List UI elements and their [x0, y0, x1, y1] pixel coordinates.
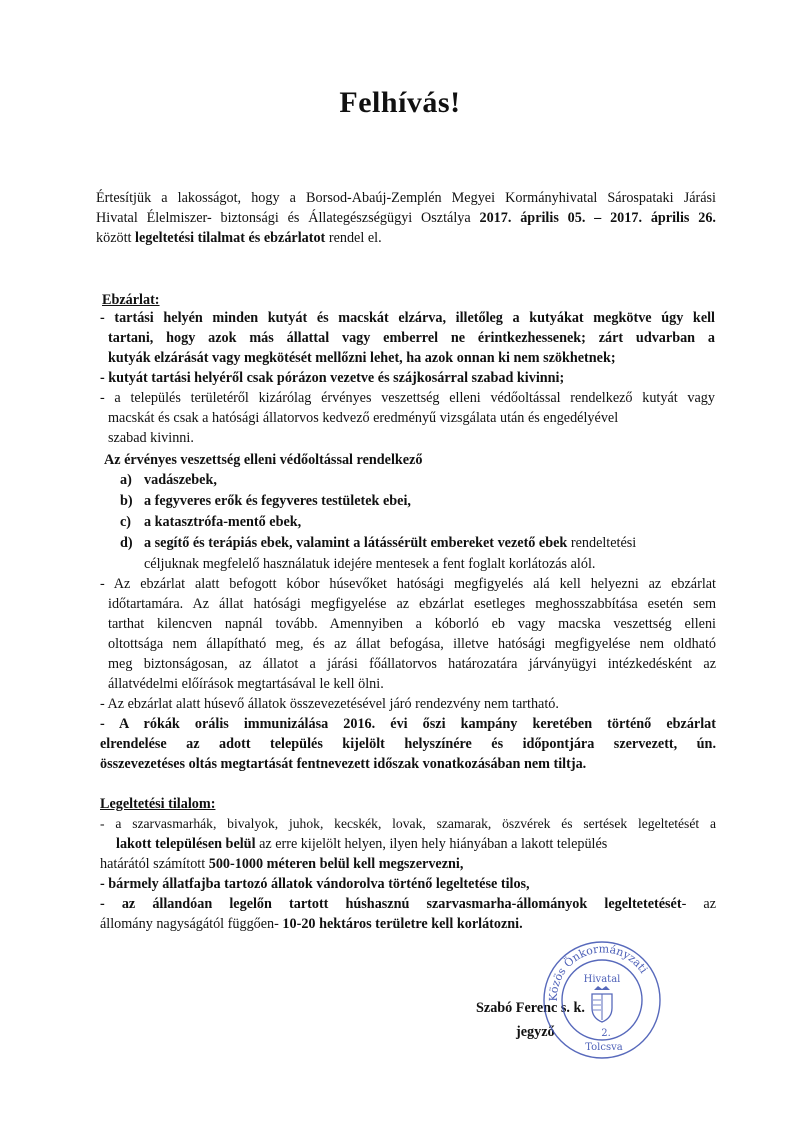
list-item: a) vadászebek, — [120, 472, 217, 488]
legeltetes-line-5: - az állandóan legelőn tartott húshasznú szarvasmarha-állományok legeltetetését- az — [100, 896, 716, 912]
rules-section — [100, 574, 716, 774]
legeltetes-line-4: - bármely állatfajba tartozó állatok vándorolva történő legeltetése tilos, — [100, 876, 530, 892]
ebzarlat-rule-1-line-2: tartani, hogy azok más állattal vagy emberrel ne érintkezhessenek; zárt udvarban a — [108, 330, 715, 346]
rules-p1-line: meg biztonságosan, az állatot a járási főállatorvos határozatára járványügyi intézkedésként az — [108, 656, 716, 672]
legeltetes-line-1: - a szarvasmarhák, bivalyok, juhok, kecskék, lovak, szamarak, öszvérek és sertések legeltetését a — [100, 816, 716, 831]
rules-p3-line: összevezetéses oltás megtartását fentnevezett időszak vonatkozásában nem tiltja. — [100, 756, 587, 772]
rules-p1-line: tarthat kilencven napnál tovább. Amennyiben a kóborló eb vagy macska veszettség elleni — [108, 616, 716, 632]
stamp-number: 2. — [601, 1028, 611, 1039]
exempt-continuation: céljuknak megfelelő használatuk idejére mentesek a fent foglalt korlátozás alól. — [144, 556, 596, 572]
ebzarlat-rule-1-line-1: - tartási helyén minden kutyát és macskát elzárva, illetőleg a kutyákat megkötve úgy kell — [100, 310, 715, 326]
exempt-list — [104, 470, 718, 575]
ebzarlat-rule-3-line-2: macskát és csak a hatósági állatorvos kedvező eredményű vizsgálata után és engedélyével — [108, 410, 619, 426]
legeltetes-line-3: határától számított 500-1000 méteren belül kell megszervezni, — [100, 856, 464, 872]
rules-p1-line: állatvédelmi előírások megtartásával le kell ölni. — [108, 676, 384, 692]
list-item: b) a fegyveres erők és fegyveres testületek ebei, — [120, 493, 411, 509]
legeltetes-heading: Legeltetési tilalom: — [100, 796, 216, 812]
rules-p2: - Az ebzárlat alatt húsevő állatok összevezetésével járó rendezvény nem tartható. — [100, 696, 559, 712]
list-item: c) a katasztrófa-mentő ebek, — [120, 514, 302, 530]
stamp-ring-text: Közös Önkormányzati — [546, 942, 651, 1002]
rules-p1-line: időtartamára. Az állat hatósági megfigyelése az ebzárlat esetleges meghosszabbítása esetén sem — [108, 596, 716, 612]
legeltetes-section — [100, 794, 716, 934]
ebzarlat-rule-3-line-3: szabad kivinni. — [108, 430, 194, 446]
exempt-section — [104, 450, 718, 575]
ebzarlat-rule-3-line-1: - a település területéről kizárólag érvényes veszettség elleni védőoltással rendelkező kutyát vagy — [100, 390, 715, 406]
intro-line-1: Értesítjük a lakosságot, hogy a Borsod-Abaúj-Zemplén Megyei Kormányhivatal Sárospataki Járási — [96, 190, 716, 206]
ebzarlat-section — [102, 290, 716, 310]
ebzarlat-heading: Ebzárlat: — [102, 292, 160, 308]
intro-paragraph — [96, 188, 716, 248]
list-item: d) a segítő és terápiás ebek, valamint a látássérült embereket vezető ebek rendeltetési — [120, 535, 637, 551]
ebzarlat-rule-2: - kutyát tartási helyéről csak pórázon vezetve és szájkosárral szabad kivinni; — [100, 370, 565, 386]
coat-of-arms-icon — [592, 986, 612, 1022]
rules-p1-line: oltottsága nem állapítható meg, és az állat befogása, illetve hatósági megfigyelése nem oldható — [108, 636, 716, 652]
rules-p3-line: - A rókák orális immunizálása 2016. évi őszi kampány keretében történő ebzárlat — [100, 716, 716, 732]
ebzarlat-rule-1-line-3: kutyák elzárását vagy megkötését mellőzni lehet, ha azok onnan ki nem szökhetnek; — [108, 350, 616, 366]
official-stamp — [540, 938, 665, 1063]
signature-role: jegyző — [516, 1024, 555, 1040]
rules-p3-line: elrendelése az adott település kijelölt helyszínére és időpontjára szervezett, ún. — [100, 736, 716, 752]
ban-type: legeltetési tilalmat és ebzárlatot — [135, 230, 326, 246]
rules-p1-line: - Az ebzárlat alatt befogott kóbor húsevőket hatósági megfigyelés alá kell helyezni az ebzárlat — [100, 576, 716, 592]
intro-line-3: között legeltetési tilalmat és ebzárlatot rendel el. — [96, 230, 382, 246]
legeltetes-line-6: állomány nagyságától függően- 10-20 hektáros területre kell korlátozni. — [100, 916, 523, 932]
legeltetes-line-2: lakott településen belül az erre kijelölt helyen, ilyen hely hiányában a lakott település — [116, 836, 608, 852]
intro-line-2: Hivatal Élelmiszer- biztonsági és Állategészségügyi Osztálya 2017. április 05. – 2017. április 26. — [96, 210, 716, 226]
stamp-middle-text: Hivatal — [583, 974, 621, 985]
stamp-bottom-text: Tolcsva — [585, 1042, 623, 1053]
ebzarlat-rules — [100, 308, 715, 448]
signature-name: Szabó Ferenc s. k. — [476, 1000, 585, 1016]
date-range: 2017. április 05. – 2017. április 26. — [479, 210, 716, 226]
exempt-heading: Az érvényes veszettség elleni védőoltással rendelkező — [104, 452, 423, 468]
page-title: Felhívás! — [339, 86, 461, 119]
